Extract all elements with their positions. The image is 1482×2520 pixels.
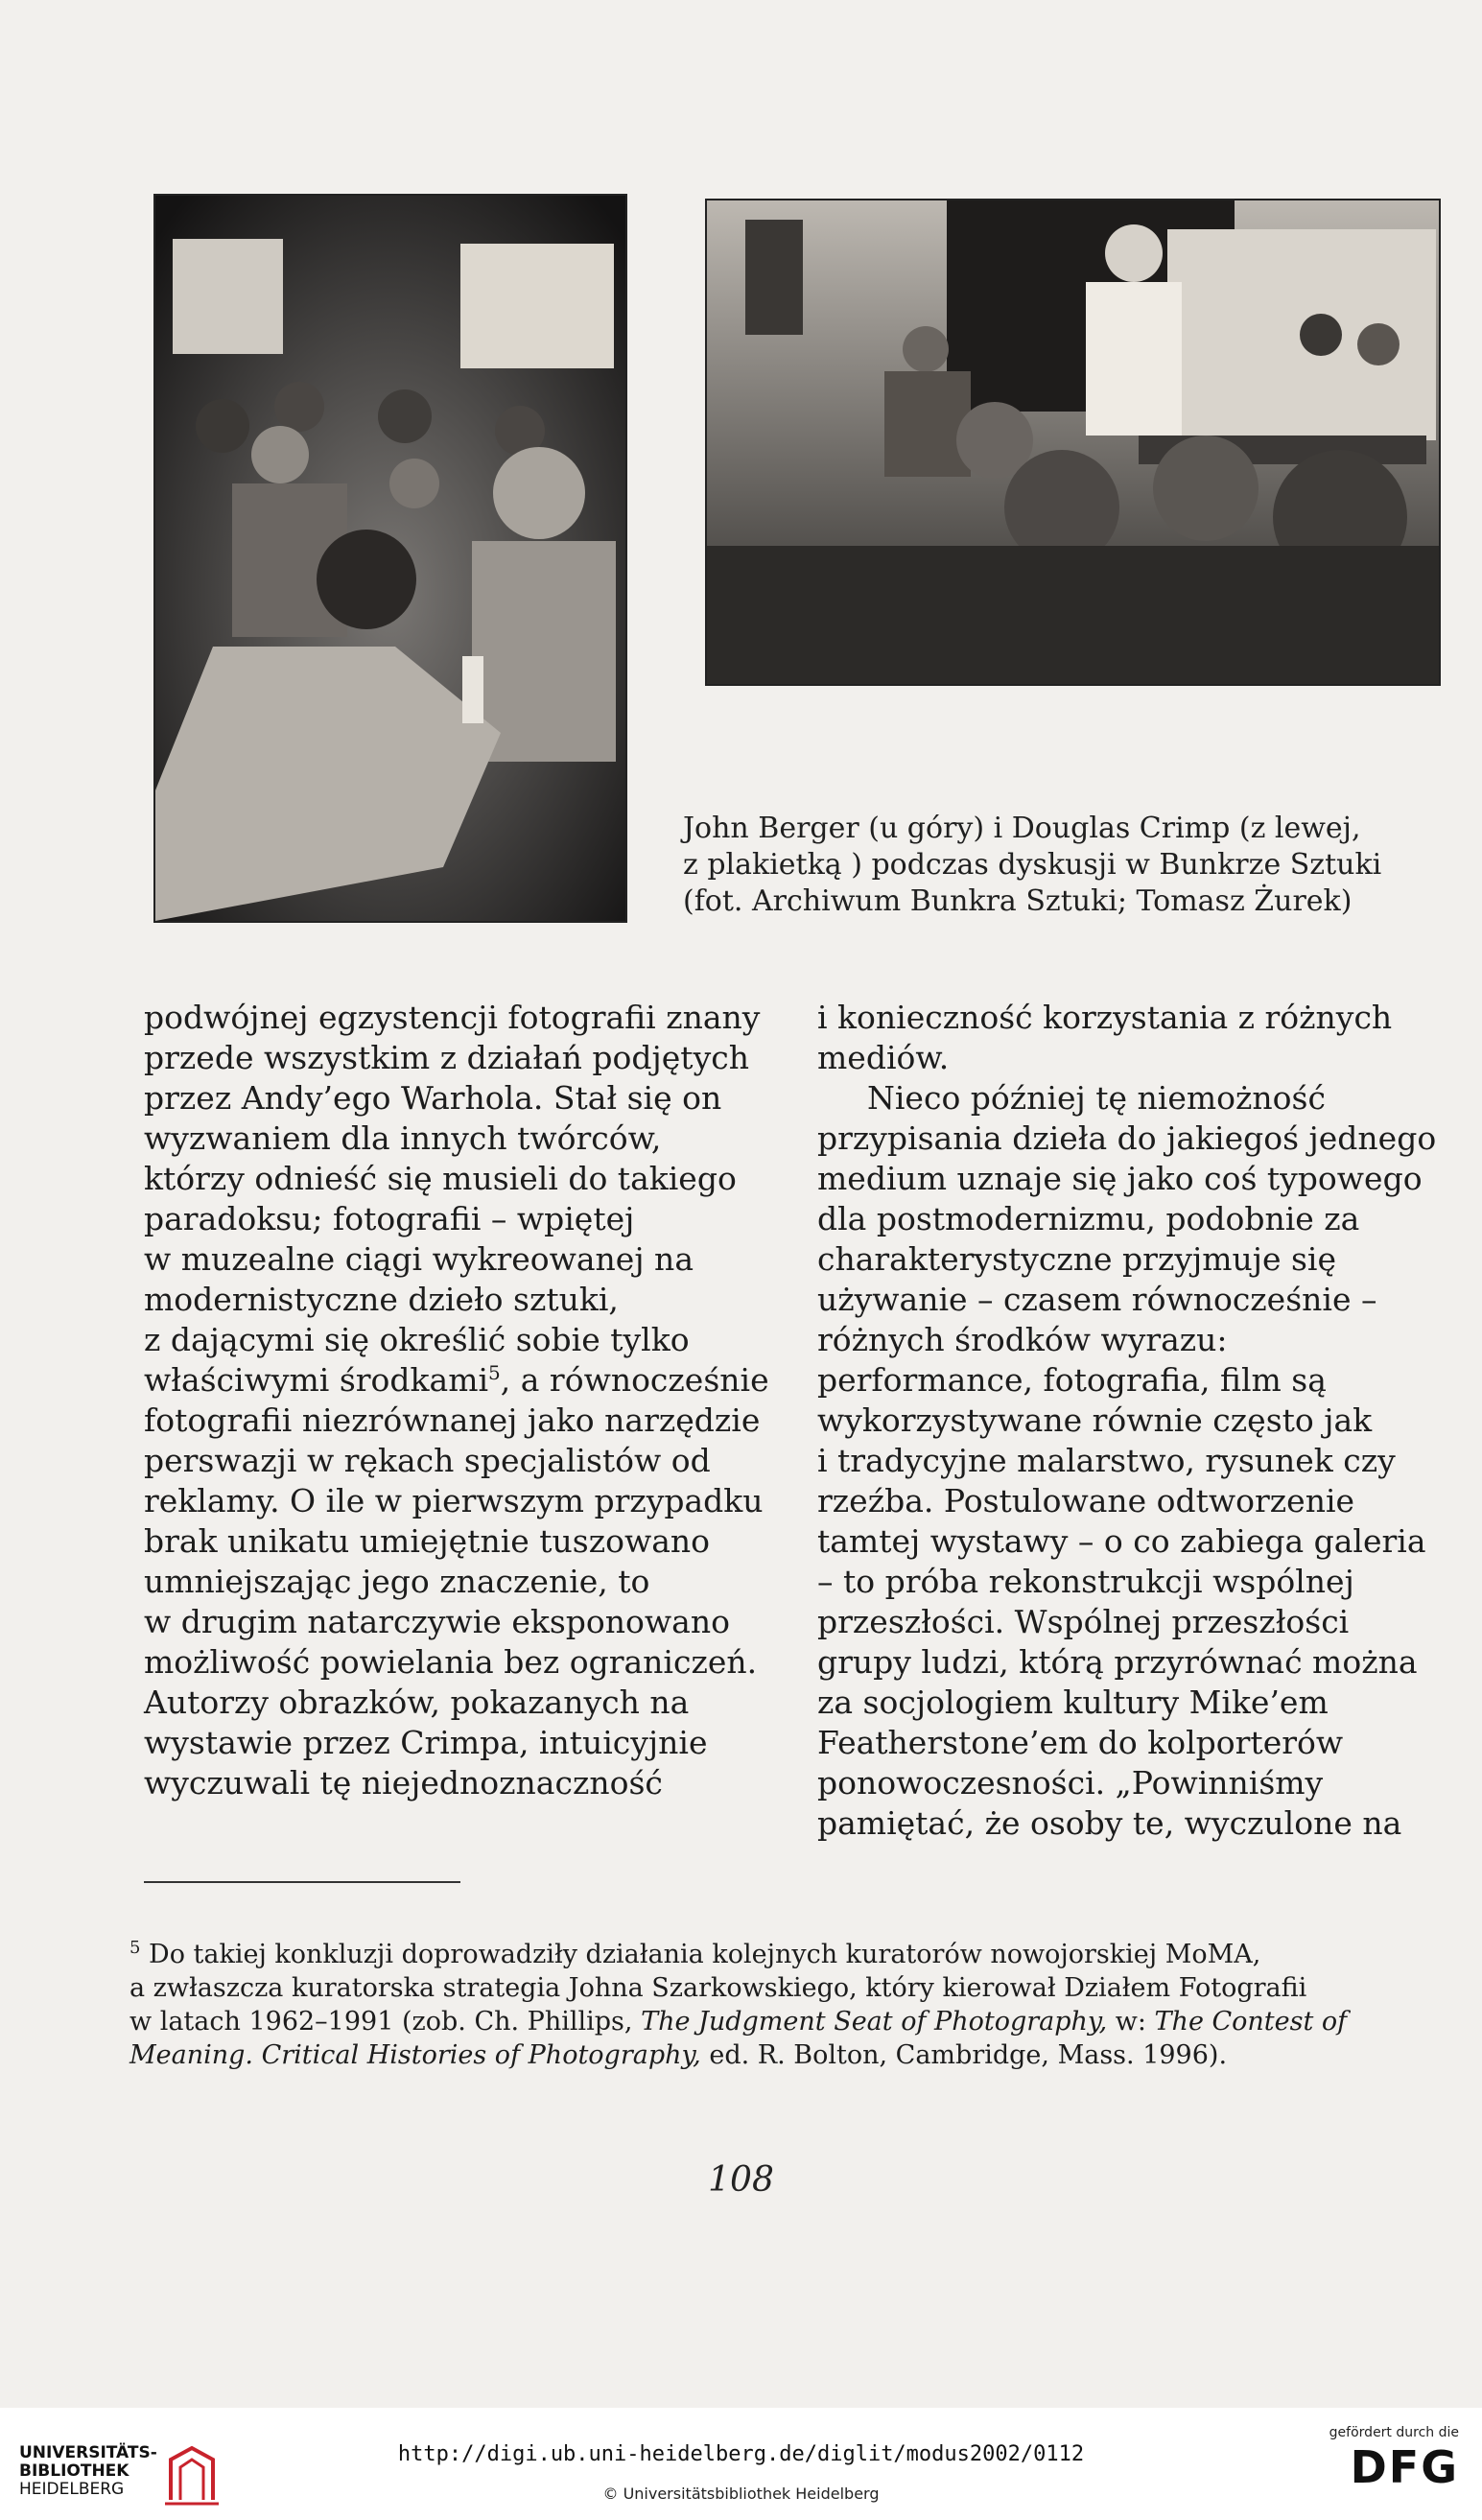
photo-image [155, 196, 625, 921]
text-line: tamtej wystawy – o co zabiega galeria [817, 1522, 1426, 1560]
copyright: © Universitätsbibliothek Heidelberg [602, 2485, 880, 2503]
text-line: wyzwaniem dla innych twórców, [144, 1119, 662, 1157]
funding-logo[interactable] [1315, 2425, 1459, 2494]
footnote-line [129, 2038, 1420, 2072]
text-line: dla postmodernizmu, podobnie za [817, 1200, 1360, 1237]
dfg-logo-text: DFG [1350, 2441, 1459, 2493]
caption-line: z plakietką ) podczas dyskusji w Bunkrze Sztuki [683, 848, 1382, 882]
footnote-line: a zwłaszcza kuratorska strategia Johna Szarkowskiego, który kierował Działem Fotografii [129, 1973, 1307, 2003]
text-line: perswazji w rękach specjalistów od [144, 1442, 711, 1479]
text-line: brak unikatu umiejętnie tuszowano [144, 1522, 711, 1560]
text-line: różnych środków wyrazu: [817, 1321, 1228, 1358]
text-line: wystawie przez Crimpa, intuicyjnie [144, 1724, 708, 1761]
photo-image [707, 200, 1439, 684]
text-line: medium uznaje się jako coś typowego [817, 1160, 1423, 1197]
footnote [129, 1938, 1420, 2072]
text-line: możliwość powielania bez ograniczeń. [144, 1643, 758, 1681]
text-line: wykorzystywane równie często jak [817, 1401, 1373, 1439]
library-name-line: BIBLIOTHEK [19, 2461, 129, 2481]
footnote-text: w: [1107, 2007, 1155, 2037]
text-line: przez Andy’ego Warhola. Stał się on [144, 1079, 722, 1117]
text-line: wyczuwali tę niejednoznaczność [144, 1764, 663, 1802]
footnote-number: 5 [129, 1938, 141, 1958]
text-line: przeszłości. Wspólnej przeszłości [817, 1603, 1350, 1640]
text-line: – to próba rekonstrukcji wspólnej [817, 1563, 1354, 1600]
text-line: w muzealne ciągi wykreowanej na [144, 1240, 694, 1278]
text-line: używanie – czasem równocześnie – [817, 1281, 1377, 1318]
text-line: i konieczność korzystania z różnych [817, 999, 1393, 1036]
source-url-link[interactable]: http://digi.ub.uni-heidelberg.de/diglit/modus2002/0112 [397, 2442, 1085, 2466]
text-line: grupy ludzi, którą przyrównać można [817, 1643, 1418, 1681]
footnote-ref[interactable]: 5 [488, 1361, 501, 1384]
text-line: przypisania dzieła do jakiegoś jednego [817, 1119, 1437, 1157]
footnote-line [129, 2005, 1420, 2038]
footnote-title: The Judgment Seat of Photography, [641, 2007, 1108, 2037]
photo-berger-audience [153, 194, 627, 923]
photo-berger-speaking [705, 199, 1441, 686]
text-line: Featherstone’em do kolporterów [817, 1724, 1344, 1761]
caption-line: John Berger (u góry) i Douglas Crimp (z lewej, [683, 812, 1361, 845]
footnote-line [129, 1938, 1420, 1971]
text-line: podwójnej egzystencji fotografii znany [144, 999, 761, 1036]
text-line: i tradycyjne malarstwo, rysunek czy [817, 1442, 1396, 1479]
text-line: Nieco później tę niemożność [867, 1079, 1326, 1117]
footnote-text: ed. R. Bolton, Cambridge, Mass. 1996). [700, 2040, 1228, 2070]
text-column-left [144, 998, 767, 1803]
text-line: w drugim natarczywie eksponowano [144, 1603, 730, 1640]
text-line: przede wszystkim z działań podjętych [144, 1039, 749, 1076]
text-line: umniejszając jego znaczenie, to [144, 1563, 650, 1600]
text-line: ponowoczesności. „Powinniśmy [817, 1764, 1324, 1802]
text-line: z dającymi się określić sobie tylko [144, 1321, 690, 1358]
text-line: którzy odnieść się musieli do takiego [144, 1160, 737, 1197]
text-line: pamiętać, że osoby te, wyczulone na [817, 1804, 1402, 1842]
caption-line: (fot. Archiwum Bunkra Sztuki; Tomasz Żurek) [683, 884, 1353, 918]
text-line: fotografii niezrównanej jako narzędzie [144, 1401, 761, 1439]
text-line: Autorzy obrazków, pokazanych na [144, 1684, 690, 1721]
text-line: reklamy. O ile w pierwszym przypadku [144, 1482, 764, 1519]
text-line: rzeźba. Postulowane odtworzenie [817, 1482, 1355, 1519]
text-line: modernistyczne dzieło sztuki, [144, 1281, 619, 1318]
text-line: paradoksu; fotografii – wpiętej [144, 1200, 635, 1237]
text-column-right [817, 998, 1437, 1844]
footnote-text: w latach 1962–1991 (zob. Ch. Phillips, [129, 2007, 642, 2037]
footnote-divider [144, 1881, 460, 1883]
text-line: mediów. [817, 1039, 950, 1076]
text-fragment: , a równocześnie [500, 1361, 769, 1399]
photo-caption [683, 811, 1393, 920]
library-name-line: UNIVERSITÄTS- [19, 2443, 157, 2462]
footnote-title: The Contest of [1154, 2007, 1348, 2037]
text-line: charakterystyczne przyjmuje się [817, 1240, 1337, 1278]
text-fragment: właściwymi środkami [144, 1361, 489, 1399]
text-line [144, 1360, 767, 1401]
text-line: performance, fotografia, film są [817, 1361, 1327, 1399]
text-line: za socjologiem kultury Mike’em [817, 1684, 1329, 1721]
funding-label: gefördert durch die [1329, 2425, 1459, 2440]
footnote-text: Do takiej konkluzji doprowadziły działania kolejnych kuratorów nowojorskiej MoMA, [149, 1940, 1261, 1969]
page-number: 108 [708, 2160, 774, 2200]
library-name-line: HEIDELBERG [19, 2480, 125, 2499]
footer-bar [0, 2408, 1482, 2520]
footnote-title: Meaning. Critical Histories of Photography, [129, 2040, 701, 2070]
